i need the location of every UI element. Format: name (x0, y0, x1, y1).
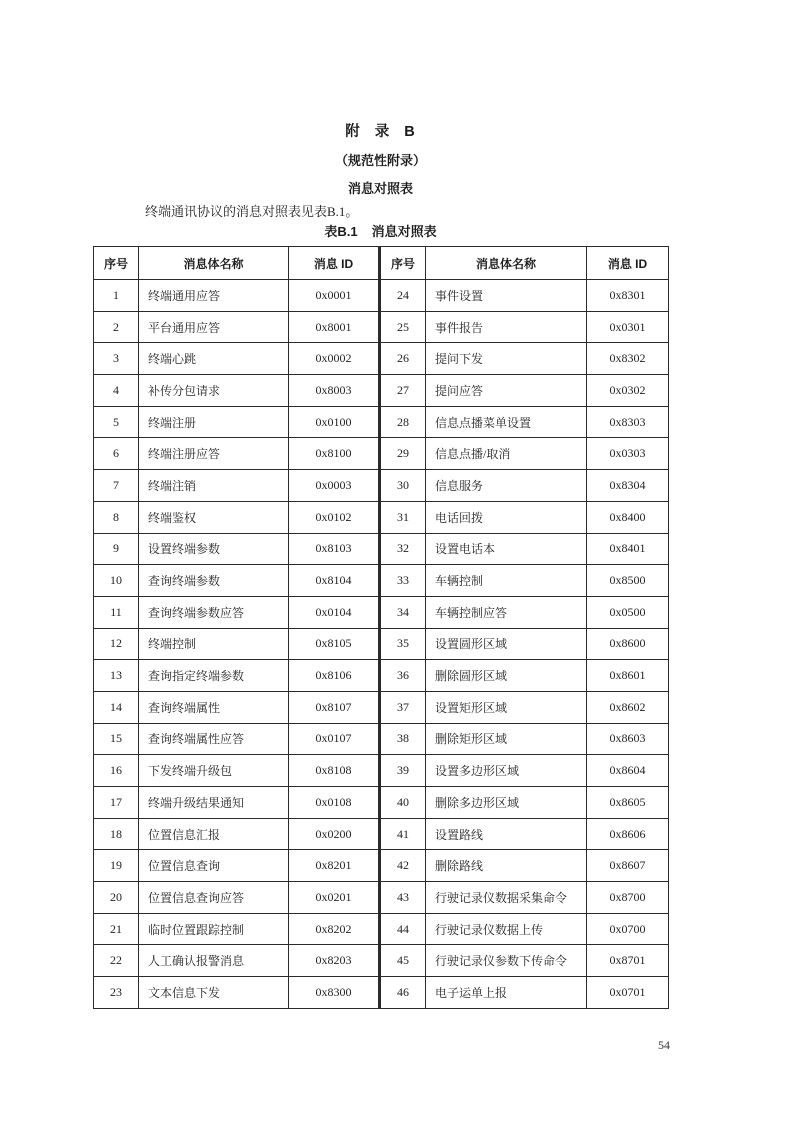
seq-cell: 31 (380, 501, 426, 533)
message-id-cell: 0x8107 (289, 691, 380, 723)
seq-cell: 19 (94, 850, 139, 882)
table-row (94, 280, 669, 312)
table-row (94, 691, 669, 723)
seq-cell: 17 (94, 787, 139, 819)
message-name-cell: 终端鉴权 (139, 501, 289, 533)
message-name-cell: 信息服务 (426, 470, 587, 502)
header-name-right: 消息体名称 (426, 247, 587, 280)
message-id-cell: 0x8001 (289, 311, 380, 343)
message-name-cell: 删除圆形区域 (426, 660, 587, 692)
table-caption-label: 表B.1 (324, 224, 358, 239)
message-id-cell: 0x8701 (587, 945, 669, 977)
message-id-cell: 0x0107 (289, 723, 380, 755)
message-id-cell: 0x8302 (587, 343, 669, 375)
seq-cell: 16 (94, 755, 139, 787)
seq-cell: 30 (380, 470, 426, 502)
message-name-cell: 查询终端属性应答 (139, 723, 289, 755)
seq-cell: 33 (380, 565, 426, 597)
message-id-cell: 0x0003 (289, 470, 380, 502)
intro-paragraph: 终端通讯协议的消息对照表见表B.1。 (145, 204, 359, 219)
seq-cell: 24 (380, 280, 426, 312)
message-name-cell: 终端注册 (139, 406, 289, 438)
table-row (94, 375, 669, 407)
message-name-cell: 临时位置跟踪控制 (139, 913, 289, 945)
message-id-cell: 0x8105 (289, 628, 380, 660)
message-id-cell: 0x0104 (289, 596, 380, 628)
seq-cell: 6 (94, 438, 139, 470)
seq-cell: 39 (380, 755, 426, 787)
message-name-cell: 位置信息汇报 (139, 818, 289, 850)
table-row (94, 945, 669, 977)
table-row (94, 438, 669, 470)
message-name-cell: 设置终端参数 (139, 533, 289, 565)
table-row (94, 787, 669, 819)
message-name-cell: 行驶记录仪参数下传命令 (426, 945, 587, 977)
header-seq-right: 序号 (380, 247, 426, 280)
message-name-cell: 查询终端参数 (139, 565, 289, 597)
message-id-cell: 0x0108 (289, 787, 380, 819)
message-id-cell: 0x8601 (587, 660, 669, 692)
seq-cell: 14 (94, 691, 139, 723)
seq-cell: 26 (380, 343, 426, 375)
message-id-cell: 0x8108 (289, 755, 380, 787)
message-name-cell: 人工确认报警消息 (139, 945, 289, 977)
message-id-cell: 0x8301 (587, 280, 669, 312)
seq-cell: 45 (380, 945, 426, 977)
message-id-cell: 0x8401 (587, 533, 669, 565)
message-id-cell: 0x0303 (587, 438, 669, 470)
seq-cell: 34 (380, 596, 426, 628)
seq-cell: 3 (94, 343, 139, 375)
message-id-cell: 0x8100 (289, 438, 380, 470)
message-id-cell: 0x8300 (289, 977, 380, 1009)
message-name-cell: 信息点播菜单设置 (426, 406, 587, 438)
message-name-cell: 设置圆形区域 (426, 628, 587, 660)
seq-cell: 36 (380, 660, 426, 692)
seq-cell: 40 (380, 787, 426, 819)
seq-cell: 18 (94, 818, 139, 850)
message-name-cell: 查询指定终端参数 (139, 660, 289, 692)
table-row (94, 755, 669, 787)
header-name-left: 消息体名称 (139, 247, 289, 280)
message-id-cell: 0x0102 (289, 501, 380, 533)
message-name-cell: 车辆控制 (426, 565, 587, 597)
message-id-cell: 0x8103 (289, 533, 380, 565)
message-name-cell: 平台通用应答 (139, 311, 289, 343)
table-row (94, 470, 669, 502)
message-id-cell: 0x8605 (587, 787, 669, 819)
seq-cell: 41 (380, 818, 426, 850)
message-name-cell: 文本信息下发 (139, 977, 289, 1009)
table-row (94, 596, 669, 628)
seq-cell: 5 (94, 406, 139, 438)
message-name-cell: 查询终端参数应答 (139, 596, 289, 628)
message-id-cell: 0x0701 (587, 977, 669, 1009)
message-id-table (93, 246, 669, 1009)
table-row (94, 723, 669, 755)
message-name-cell: 设置矩形区域 (426, 691, 587, 723)
content-area (93, 0, 668, 1009)
message-name-cell: 查询终端属性 (139, 691, 289, 723)
message-id-cell: 0x8604 (587, 755, 669, 787)
seq-cell: 7 (94, 470, 139, 502)
message-id-cell: 0x8600 (587, 628, 669, 660)
seq-cell: 12 (94, 628, 139, 660)
message-id-cell: 0x0002 (289, 343, 380, 375)
message-name-cell: 终端心跳 (139, 343, 289, 375)
message-name-cell: 删除路线 (426, 850, 587, 882)
message-id-cell: 0x0500 (587, 596, 669, 628)
seq-cell: 4 (94, 375, 139, 407)
message-name-cell: 行驶记录仪数据采集命令 (426, 882, 587, 914)
message-name-cell: 补传分包请求 (139, 375, 289, 407)
message-id-cell: 0x8606 (587, 818, 669, 850)
message-name-cell: 提问下发 (426, 343, 587, 375)
message-id-cell: 0x8202 (289, 913, 380, 945)
seq-cell: 43 (380, 882, 426, 914)
message-id-cell: 0x8303 (587, 406, 669, 438)
message-name-cell: 信息点播/取消 (426, 438, 587, 470)
message-id-cell: 0x8603 (587, 723, 669, 755)
message-id-cell: 0x0302 (587, 375, 669, 407)
seq-cell: 8 (94, 501, 139, 533)
message-id-cell: 0x8607 (587, 850, 669, 882)
seq-cell: 28 (380, 406, 426, 438)
message-id-cell: 0x0200 (289, 818, 380, 850)
appendix-title: 附 录 B (345, 124, 416, 140)
message-name-cell: 电子运单上报 (426, 977, 587, 1009)
seq-cell: 46 (380, 977, 426, 1009)
message-name-cell: 位置信息查询 (139, 850, 289, 882)
appendix-heading: 消息对照表 (347, 181, 413, 196)
message-name-cell: 设置电话本 (426, 533, 587, 565)
seq-cell: 32 (380, 533, 426, 565)
message-name-cell: 删除矩形区域 (426, 723, 587, 755)
message-name-cell: 电话回拨 (426, 501, 587, 533)
page-number: 54 (658, 1038, 670, 1052)
message-name-cell: 事件设置 (426, 280, 587, 312)
table-row (94, 628, 669, 660)
message-name-cell: 车辆控制应答 (426, 596, 587, 628)
seq-cell: 9 (94, 533, 139, 565)
seq-cell: 1 (94, 280, 139, 312)
message-id-cell: 0x8203 (289, 945, 380, 977)
header-seq-left: 序号 (94, 247, 139, 280)
table-row (94, 406, 669, 438)
table-row (94, 818, 669, 850)
table-row (94, 977, 669, 1009)
message-id-cell: 0x8400 (587, 501, 669, 533)
header-id-right: 消息 ID (587, 247, 669, 280)
message-name-cell: 删除多边形区域 (426, 787, 587, 819)
table-row (94, 311, 669, 343)
message-name-cell: 设置路线 (426, 818, 587, 850)
message-id-cell: 0x8104 (289, 565, 380, 597)
message-id-cell: 0x8700 (587, 882, 669, 914)
message-name-cell: 设置多边形区域 (426, 755, 587, 787)
seq-cell: 10 (94, 565, 139, 597)
seq-cell: 38 (380, 723, 426, 755)
seq-cell: 22 (94, 945, 139, 977)
table-row (94, 565, 669, 597)
seq-cell: 2 (94, 311, 139, 343)
message-id-cell: 0x0301 (587, 311, 669, 343)
seq-cell: 44 (380, 913, 426, 945)
seq-cell: 20 (94, 882, 139, 914)
message-name-cell: 终端升级结果通知 (139, 787, 289, 819)
message-name-cell: 事件报告 (426, 311, 587, 343)
table-row (94, 882, 669, 914)
message-id-cell: 0x8106 (289, 660, 380, 692)
table-row (94, 501, 669, 533)
seq-cell: 27 (380, 375, 426, 407)
seq-cell: 15 (94, 723, 139, 755)
seq-cell: 13 (94, 660, 139, 692)
message-id-cell: 0x0201 (289, 882, 380, 914)
message-id-cell: 0x0001 (289, 280, 380, 312)
seq-cell: 23 (94, 977, 139, 1009)
seq-cell: 42 (380, 850, 426, 882)
table-row (94, 343, 669, 375)
message-name-cell: 终端控制 (139, 628, 289, 660)
table-header-row (94, 247, 669, 280)
message-name-cell: 位置信息查询应答 (139, 882, 289, 914)
message-id-cell: 0x0100 (289, 406, 380, 438)
seq-cell: 21 (94, 913, 139, 945)
table-row (94, 913, 669, 945)
table-row (94, 850, 669, 882)
table-caption (93, 224, 668, 240)
message-id-cell: 0x8201 (289, 850, 380, 882)
message-name-cell: 下发终端升级包 (139, 755, 289, 787)
message-name-cell: 终端通用应答 (139, 280, 289, 312)
table-row (94, 533, 669, 565)
seq-cell: 25 (380, 311, 426, 343)
message-name-cell: 行驶记录仪数据上传 (426, 913, 587, 945)
message-id-cell: 0x8500 (587, 565, 669, 597)
message-name-cell: 提问应答 (426, 375, 587, 407)
table-row (94, 660, 669, 692)
message-id-cell: 0x8003 (289, 375, 380, 407)
message-id-cell: 0x0700 (587, 913, 669, 945)
table-body (94, 280, 669, 1009)
message-id-cell: 0x8304 (587, 470, 669, 502)
message-name-cell: 终端注销 (139, 470, 289, 502)
seq-cell: 35 (380, 628, 426, 660)
seq-cell: 11 (94, 596, 139, 628)
message-id-cell: 0x8602 (587, 691, 669, 723)
table-caption-text: 消息对照表 (371, 224, 437, 239)
seq-cell: 37 (380, 691, 426, 723)
message-name-cell: 终端注册应答 (139, 438, 289, 470)
seq-cell: 29 (380, 438, 426, 470)
header-id-left: 消息 ID (289, 247, 380, 280)
appendix-subtitle: （规范性附录） (334, 153, 426, 168)
